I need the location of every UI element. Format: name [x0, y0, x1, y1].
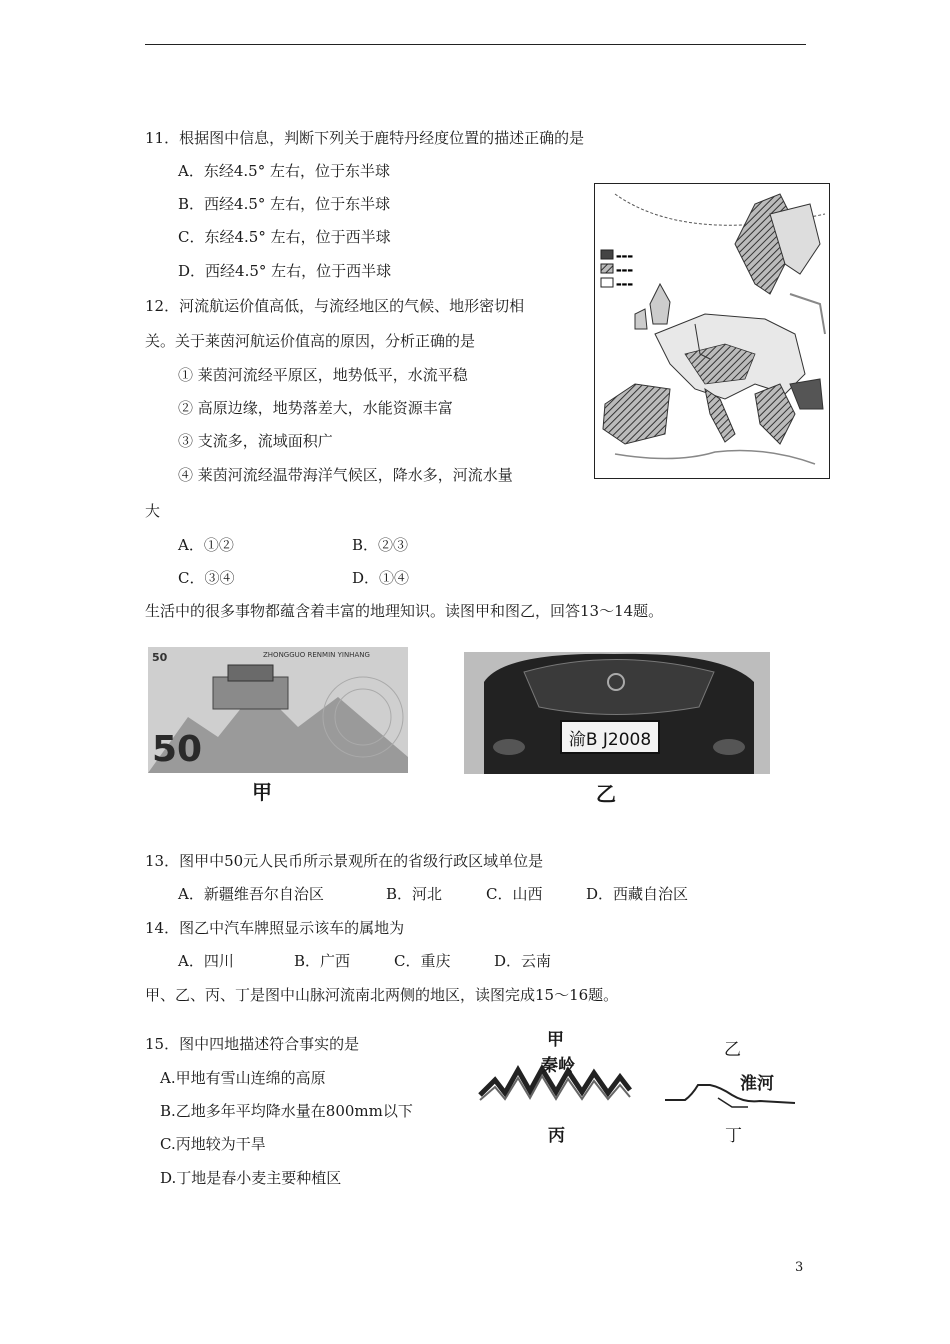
qinling-huaihe-diagram	[470, 1025, 810, 1150]
diagram-qinling: 秦岭	[541, 1056, 575, 1076]
intro-15-16: 甲、乙、丙、丁是图中山脉河流南北两侧的地区，读图完成15～16题。	[145, 986, 619, 1004]
banknote-denom-top: 50	[152, 651, 168, 664]
header-rule	[145, 44, 806, 45]
q15-option-a: A.甲地有雪山连绵的高原	[160, 1069, 326, 1087]
q12-item-3: ③ 支流多，流域面积广	[178, 432, 333, 450]
q11-option-c: C．东经4.5° 左右，位于西半球	[178, 228, 391, 246]
q15-stem: 15．图中四地描述符合事实的是	[145, 1035, 360, 1053]
q13-option-c: C．山西	[486, 885, 543, 903]
intro-13-14: 生活中的很多事物都蕴含着丰富的地理知识。读图甲和图乙，回答13～14题。	[145, 602, 664, 620]
q13-stem: 13．图甲中50元人民币所示景观所在的省级行政区域单位是	[145, 852, 544, 870]
europe-map	[594, 183, 830, 479]
figure-yi-label: 乙	[596, 782, 616, 806]
page-number: 3	[795, 1260, 804, 1275]
svg-text:▬▬▬: ▬▬▬	[616, 253, 634, 260]
q11-option-a: A．东经4.5° 左右，位于东半球	[178, 162, 390, 180]
q12-item-4: ④ 莱茵河流经温带海洋气候区，降水多，河流水量	[178, 466, 513, 484]
svg-text:▬▬▬: ▬▬▬	[616, 267, 634, 274]
figure-jia-label: 甲	[252, 780, 272, 804]
banknote-bank-text: ZHONGGUO RENMIN YINHANG	[263, 651, 370, 659]
q13-option-a: A．新疆维吾尔自治区	[178, 885, 324, 903]
q12-stem-line1: 12．河流航运价值高低，与流经地区的气候、地形密切相	[145, 297, 525, 315]
q12-item-1: ① 莱茵河流经平原区，地势低平，水流平稳	[178, 366, 468, 384]
q12-stem-line2: 关。关于莱茵河航运价值高的原因，分析正确的是	[145, 332, 476, 350]
diagram-yi: 乙	[724, 1040, 741, 1060]
q15-option-d: D.丁地是春小麦主要种植区	[160, 1169, 342, 1187]
diagram-jia: 甲	[547, 1030, 564, 1050]
diagram-bing: 丙	[548, 1126, 565, 1146]
q15-option-c: C.丙地较为干旱	[160, 1135, 266, 1153]
q11-stem: 11．根据图中信息，判断下列关于鹿特丹经度位置的描述正确的是	[145, 129, 585, 147]
car-svg	[464, 652, 770, 774]
svg-text:▬▬▬: ▬▬▬	[616, 281, 634, 288]
q11-option-b: B．西经4.5° 左右，位于东半球	[178, 195, 391, 213]
q14-stem: 14．图乙中汽车牌照显示该车的属地为	[145, 919, 405, 937]
banknote-denom-large: 50	[152, 729, 203, 770]
q11-option-d: D．西经4.5° 左右，位于西半球	[178, 262, 392, 280]
q12-option-a: A．①②	[178, 536, 234, 554]
q12-item-4-cont: 大	[145, 502, 161, 520]
q13-option-b: B．河北	[386, 885, 443, 903]
banknote-image	[148, 647, 408, 773]
q12-option-b: B．②③	[352, 536, 409, 554]
q14-option-a: A．四川	[178, 952, 234, 970]
car-image	[464, 652, 770, 774]
q12-option-d: D．①④	[352, 569, 410, 587]
q15-option-b: B.乙地多年平均降水量在800mm以下	[160, 1102, 413, 1120]
q14-option-c: C．重庆	[394, 952, 451, 970]
q12-option-c: C．③④	[178, 569, 235, 587]
license-plate: 渝B J2008	[560, 720, 660, 754]
diagram-ding: 丁	[725, 1126, 742, 1146]
q12-item-2: ② 高原边缘，地势落差大，水能资源丰富	[178, 399, 453, 417]
diagram-huaihe: 淮河	[740, 1074, 774, 1094]
q13-option-d: D．西藏自治区	[586, 885, 689, 903]
europe-map-svg	[595, 184, 829, 478]
q14-option-b: B．广西	[294, 952, 351, 970]
q14-option-d: D．云南	[494, 952, 552, 970]
